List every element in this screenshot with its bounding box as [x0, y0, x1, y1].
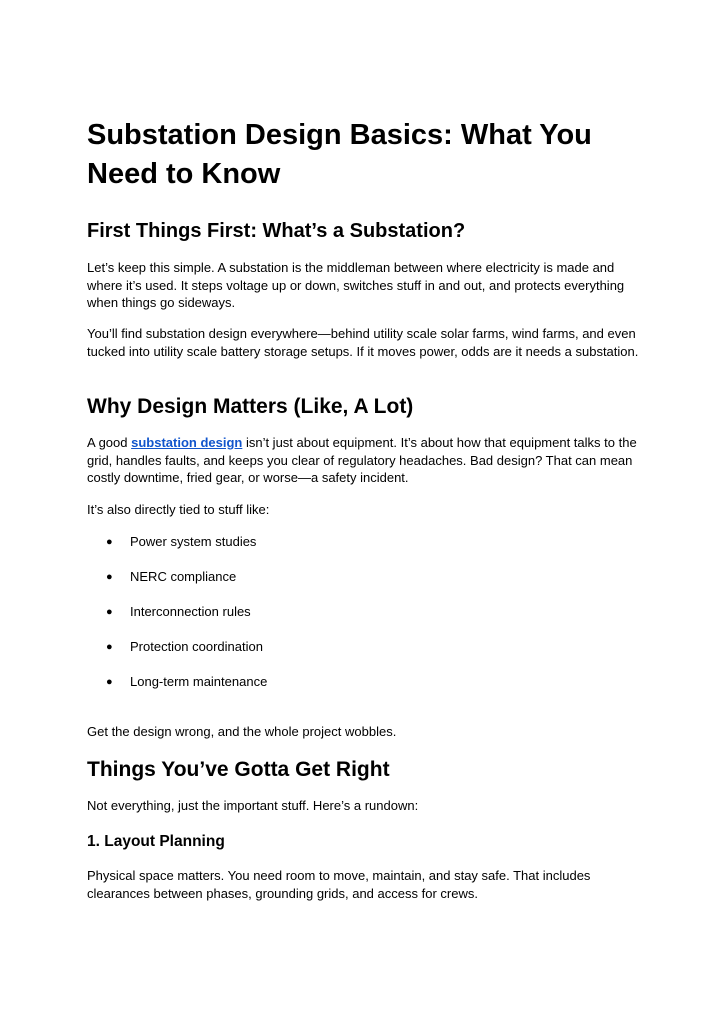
section-heading-what-is-substation: First Things First: What’s a Substation?	[87, 220, 466, 242]
subsection-heading-layout-planning: 1. Layout Planning	[87, 833, 225, 850]
list-item-label: Power system studies	[130, 534, 257, 549]
section-heading-why-design-matters: Why Design Matters (Like, A Lot)	[87, 395, 414, 418]
paragraph-rundown: Not everything, just the important stuff. Here’s a rundown:	[87, 798, 419, 813]
list-item-label: Protection coordination	[130, 639, 263, 654]
bullet-icon: ●	[106, 641, 113, 653]
list-item-label: Interconnection rules	[130, 604, 251, 619]
paragraph-design-wrong: Get the design wrong, and the whole project wobbles.	[87, 724, 397, 739]
section-heading-things-to-get-right: Things You’ve Gotta Get Right	[87, 758, 390, 781]
substation-design-link[interactable]: substation design	[131, 435, 243, 450]
paragraph-good-design	[87, 434, 647, 487]
paragraph-good-design-rest: isn’t just about equipment. It’s about how that equipment talks to the grid, handles faults, and keeps you clear of regulatory headaches. Bad design? That can mean costly downtime, fried gear, or worse—a safety incident.	[87, 435, 637, 486]
paragraph-good-design-lead: A good	[87, 435, 132, 450]
bullet-icon: ●	[106, 571, 113, 583]
paragraph-substation-intro: Let’s keep this simple. A substation is the middleman between where electricity is made and where it’s used. It steps voltage up or down, switches stuff in and out, and protects everything when things go sideways.	[87, 260, 625, 311]
bullet-icon: ●	[106, 536, 113, 548]
paragraph-tied-to: It’s also directly tied to stuff like:	[87, 502, 270, 517]
paragraph-layout-planning: Physical space matters. You need room to move, maintain, and stay safe. That includes clearances between phases, grounding grids, and access for crews.	[87, 868, 591, 901]
document-title: Substation Design Basics: What You Need to Know	[87, 119, 592, 190]
list-item-label: Long-term maintenance	[130, 674, 268, 689]
list-item-label: NERC compliance	[130, 569, 237, 584]
bullet-icon: ●	[106, 606, 113, 618]
bullet-icon: ●	[106, 676, 113, 688]
paragraph-substation-uses: You’ll find substation design everywhere—behind utility scale solar farms, wind farms, and even tucked into utility scale battery storage setups. If it moves power, odds are it needs a substation.	[87, 326, 639, 359]
